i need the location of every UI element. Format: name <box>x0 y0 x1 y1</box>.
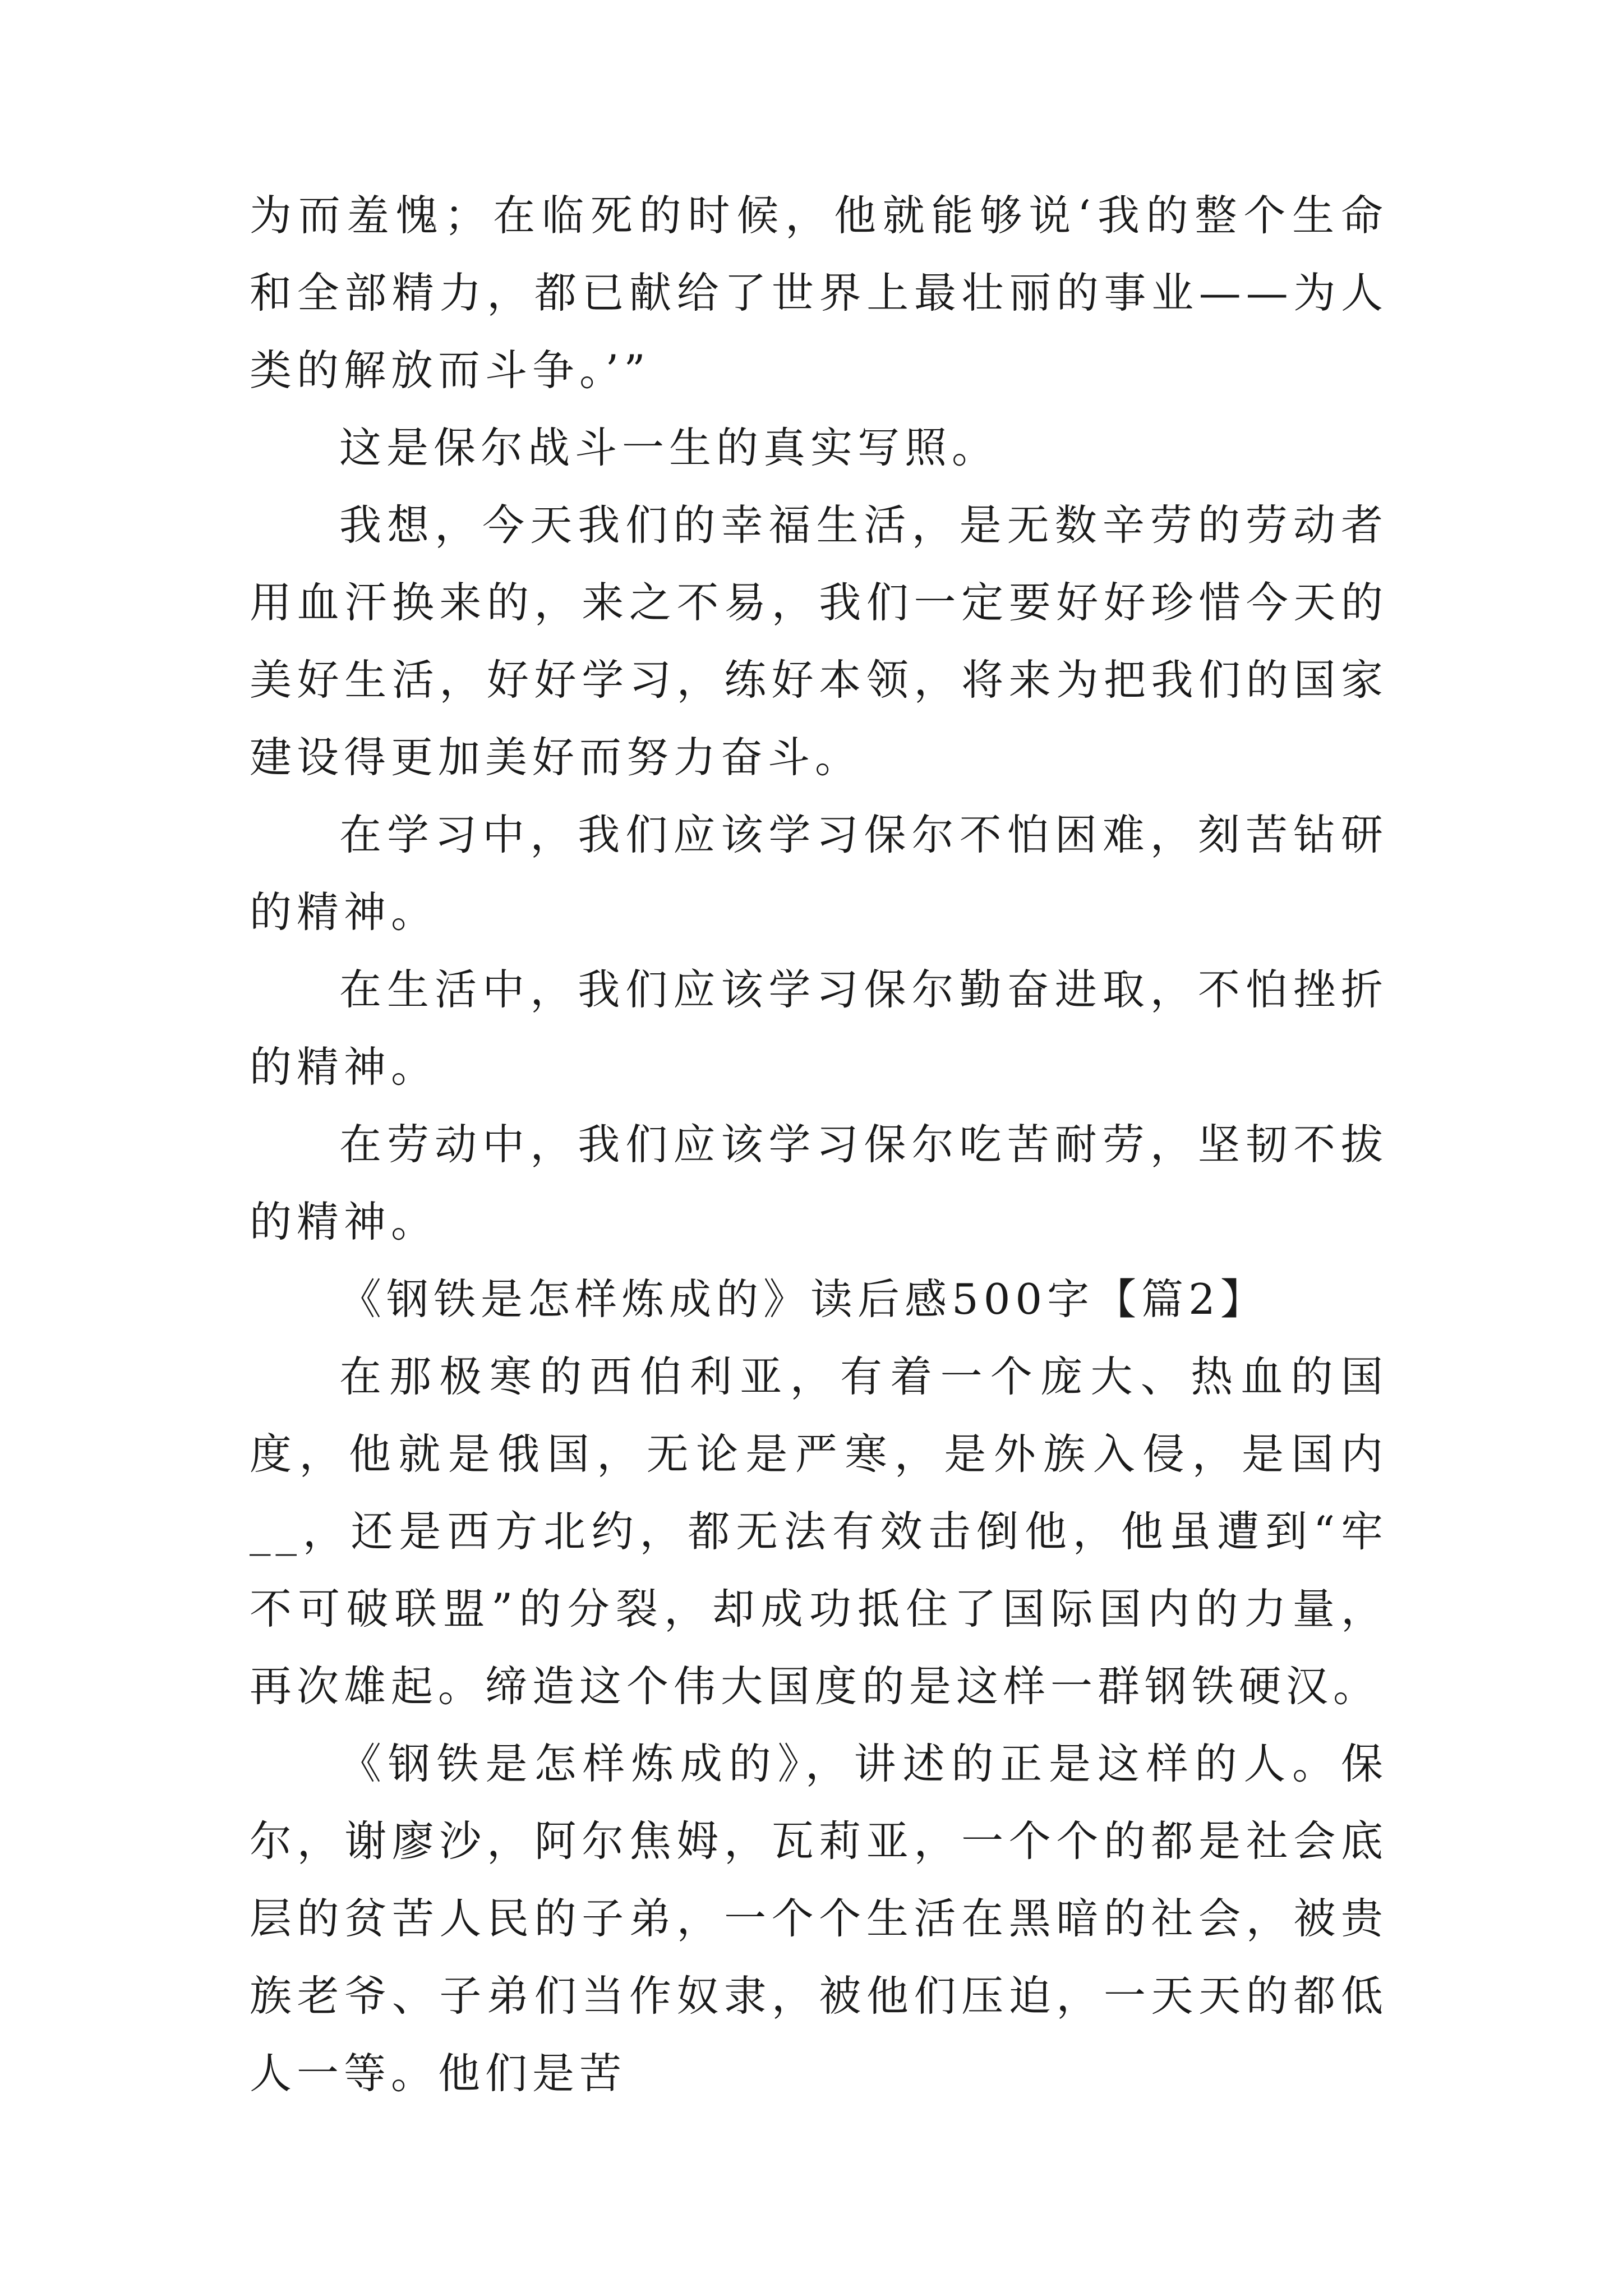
paragraph: 《钢铁是怎样炼成的》，讲述的正是这样的人。保尔，谢廖沙，阿尔焦姆，瓦莉亚，一个个的都是社会底层的贫苦人民的子弟，一个个生活在黑暗的社会，被贵族老爷、子弟们当作奴隶，被他们压迫，一天天的都低人一等。他们是苦 <box>250 1739 1388 2098</box>
section-heading: 《钢铁是怎样炼成的》读后感500字【篇2】 <box>339 1274 1267 1324</box>
paragraph: 在学习中，我们应该学习保尔不怕困难，刻苦钻研的精神。 <box>250 810 1388 937</box>
paragraph: 在那极寒的西伯利亚，有着一个庞大、热血的国度，他就是俄国，无论是严寒，是外族入侵，是国内__，还是西方北约，都无法有效击倒他，他虽遭到“牢不可破联盟”的分裂，却成功抵住了国际国内的力量，再次雄起。缔造这个伟大国度的是这样一群钢铁硬汉。 <box>250 1352 1388 1711</box>
document-body <box>250 177 1388 2112</box>
paragraph: 我想，今天我们的幸福生活，是无数辛劳的劳动者用血汗换来的，来之不易，我们一定要好好珍惜今天的美好生活，好好学习，练好本领，将来为把我们的国家建设得更加美好而努力奋斗。 <box>250 500 1388 782</box>
paragraph-continuation: 为而羞愧；在临死的时候，他就能够说‘我的整个生命和全部精力，都已献给了世界上最壮丽的事业——为人类的解放而斗争。’” <box>250 191 1388 395</box>
paragraph: 在生活中，我们应该学习保尔勤奋进取，不怕挫折的精神。 <box>250 965 1388 1092</box>
paragraph: 在劳动中，我们应该学习保尔吃苦耐劳，坚韧不拔的精神。 <box>250 1120 1388 1246</box>
paragraph: 这是保尔战斗一生的真实写照。 <box>339 423 999 472</box>
